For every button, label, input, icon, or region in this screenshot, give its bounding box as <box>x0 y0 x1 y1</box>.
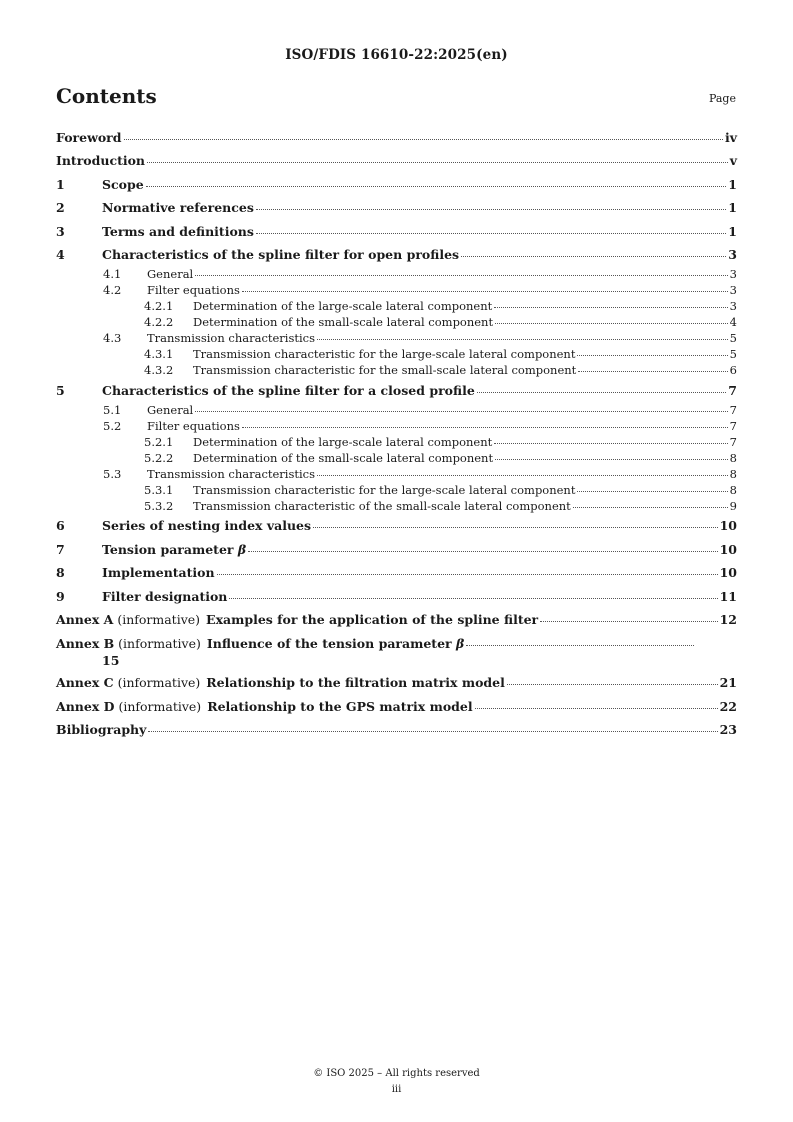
toc-number: 4.3.2 <box>144 363 174 377</box>
toc-number: 6 <box>56 518 65 533</box>
toc-title: Characteristics of the spline filter for a closed profile <box>102 382 475 398</box>
dot-leader <box>578 371 727 372</box>
toc-entry-foreword[interactable] <box>56 130 737 150</box>
toc-page: 22 <box>719 698 737 714</box>
dot-leader <box>256 233 726 234</box>
toc-entry-1[interactable] <box>56 177 737 197</box>
toc-page: 5 <box>729 331 737 345</box>
toc-entry-4-2-2[interactable] <box>56 315 737 331</box>
toc-entry-4-3[interactable] <box>56 331 737 347</box>
toc-page: 5 <box>729 347 737 361</box>
toc-title-text: Influence of the tension parameter <box>206 635 456 651</box>
dot-leader <box>494 307 727 308</box>
annex-letter: Annex C <box>56 675 114 690</box>
annex-letter: Annex B <box>56 635 115 651</box>
toc-entry-5-3-1[interactable] <box>56 483 737 499</box>
toc-number: 5.1 <box>103 402 122 417</box>
toc-page: 3 <box>729 283 737 297</box>
dot-leader <box>573 507 728 508</box>
toc-page: 1 <box>728 176 737 192</box>
page-title: Contents <box>56 84 157 108</box>
dot-leader <box>242 291 728 292</box>
toc-entry-5-2-2[interactable] <box>56 451 737 467</box>
dot-leader <box>195 275 727 276</box>
copyright-notice: © ISO 2025 – All rights reserved <box>313 1068 480 1079</box>
toc-page: iv <box>724 129 737 145</box>
toc-page: 1 <box>728 200 737 215</box>
toc-title: Determination of the large-scale lateral component <box>193 434 493 449</box>
toc-page: 10 <box>719 518 737 533</box>
toc-number: 5.3.2 <box>144 498 174 513</box>
toc-entry-annex-d[interactable] <box>56 699 737 719</box>
annex-letter: Annex D <box>56 698 115 714</box>
toc-entry-8[interactable] <box>56 565 737 585</box>
dot-leader <box>256 209 726 210</box>
toc-title: Examples for the application of the spline filter <box>206 612 539 627</box>
toc-title: Scope <box>102 176 144 192</box>
toc-page: v <box>729 153 737 168</box>
dot-leader <box>147 162 728 163</box>
dot-leader <box>495 459 728 460</box>
toc-entry-4-1[interactable] <box>56 267 737 283</box>
annex-label <box>56 612 200 627</box>
toc-page: 3 <box>729 299 737 313</box>
toc-page: 1 <box>728 223 737 239</box>
annex-kind: (informative) <box>114 698 202 714</box>
toc-entry-5-3-2[interactable] <box>56 499 737 515</box>
toc-entry-4-2-1[interactable] <box>56 299 737 315</box>
dot-leader <box>317 475 728 476</box>
toc-entry-3[interactable] <box>56 224 737 244</box>
table-of-contents <box>56 126 737 742</box>
toc-number: 8 <box>56 565 65 580</box>
toc-page: 23 <box>719 722 737 737</box>
toc-page: 7 <box>729 418 737 433</box>
toc-number: 2 <box>56 200 65 215</box>
toc-page: 3 <box>728 247 737 262</box>
toc-entry-bibliography[interactable] <box>56 722 737 742</box>
toc-number: 5.3.1 <box>144 482 174 497</box>
toc-title-text: Tension parameter <box>102 541 238 557</box>
toc-title: Determination of the large-scale lateral component <box>193 299 493 313</box>
dot-leader <box>242 427 728 428</box>
dot-leader <box>146 186 727 187</box>
dot-leader <box>148 731 717 732</box>
toc-page: 12 <box>719 612 737 627</box>
toc-number: 4 <box>56 247 65 262</box>
dot-leader <box>195 411 727 412</box>
toc-number: 7 <box>56 541 65 557</box>
toc-page: 6 <box>729 363 737 377</box>
toc-number: 4.2.2 <box>144 315 174 329</box>
dot-leader <box>248 551 717 552</box>
toc-title: Foreword <box>56 129 122 145</box>
toc-entry-4[interactable] <box>56 247 737 267</box>
toc-title: Bibliography <box>56 722 147 737</box>
page-footer <box>0 1066 793 1098</box>
dot-leader <box>217 574 718 575</box>
toc-number: 5 <box>56 382 65 398</box>
toc-number: 3 <box>56 223 65 239</box>
toc-number: 9 <box>56 588 65 604</box>
annex-kind: (informative) <box>113 612 201 627</box>
page-number: iii <box>391 1084 402 1095</box>
toc-page: 7 <box>729 402 737 417</box>
dot-leader <box>577 355 727 356</box>
toc-page: 15 <box>102 652 120 668</box>
toc-number: 5.2 <box>103 418 122 433</box>
toc-title: Transmission characteristic for the large-scale lateral component <box>193 347 576 361</box>
toc-entry-5-1[interactable] <box>56 403 737 419</box>
beta-symbol: β <box>455 635 465 651</box>
toc-entry-5-3[interactable] <box>56 467 737 483</box>
toc-page: 8 <box>729 482 737 497</box>
dot-leader <box>540 621 717 622</box>
toc-entry-5[interactable] <box>56 383 737 403</box>
dot-leader <box>461 256 726 257</box>
toc-title <box>102 542 246 557</box>
toc-title: Transmission characteristics <box>147 466 316 481</box>
toc-entry-annex-b[interactable] <box>56 636 737 672</box>
toc-page: 9 <box>729 498 737 513</box>
dot-leader <box>507 684 718 685</box>
dot-leader <box>466 645 694 646</box>
toc-entry-annex-c[interactable] <box>56 675 737 695</box>
toc-number: 4.2.1 <box>144 299 174 313</box>
toc-title: Filter equations <box>147 283 240 297</box>
beta-symbol: β <box>237 541 247 557</box>
toc-entry-5-2-1[interactable] <box>56 435 737 451</box>
toc-title: Determination of the small-scale lateral component <box>193 450 494 465</box>
toc-title: Filter designation <box>102 588 228 604</box>
toc-entry-5-2[interactable] <box>56 419 737 435</box>
toc-page: 3 <box>729 267 737 281</box>
toc-title <box>207 636 464 651</box>
toc-entry-2[interactable] <box>56 200 737 220</box>
dot-leader <box>229 598 717 599</box>
toc-number: 5.2.2 <box>144 450 174 465</box>
document-id-header: ISO/FDIS 16610-22:2025(en) <box>285 47 508 63</box>
annex-kind: (informative) <box>113 675 201 690</box>
toc-number: 4.3 <box>103 331 122 345</box>
toc-entry-4-2[interactable] <box>56 283 737 299</box>
toc-title: Transmission characteristic of the small-scale lateral component <box>193 498 571 513</box>
toc-entry-6[interactable] <box>56 518 737 538</box>
toc-page: 8 <box>729 466 737 481</box>
toc-title: Transmission characteristic for the large-scale lateral component <box>193 482 576 497</box>
toc-title: Characteristics of the spline filter for open profiles <box>102 247 460 262</box>
toc-title: General <box>147 267 194 281</box>
dot-leader <box>477 392 727 393</box>
toc-entry-annex-a[interactable] <box>56 612 737 632</box>
toc-page: 11 <box>719 588 737 604</box>
toc-page: 21 <box>719 675 737 690</box>
toc-page: 7 <box>728 382 737 398</box>
dot-leader <box>494 443 727 444</box>
annex-label <box>56 699 201 714</box>
toc-entry-4-3-1[interactable] <box>56 347 737 363</box>
toc-number: 5.2.1 <box>144 434 174 449</box>
toc-page: 10 <box>719 541 737 557</box>
toc-title: Terms and definitions <box>102 223 254 239</box>
toc-entry-7[interactable] <box>56 542 737 562</box>
toc-page: 7 <box>729 434 737 449</box>
toc-title: Series of nesting index values <box>102 518 312 533</box>
toc-number: 4.3.1 <box>144 347 174 361</box>
toc-entry-9[interactable] <box>56 589 737 609</box>
dot-leader <box>313 527 718 528</box>
toc-page: 4 <box>729 315 737 329</box>
dot-leader <box>317 339 728 340</box>
annex-kind: (informative) <box>114 635 201 651</box>
toc-title: Implementation <box>102 565 215 580</box>
annex-label <box>56 675 200 690</box>
toc-page: 10 <box>719 565 737 580</box>
toc-entry-introduction[interactable] <box>56 153 737 173</box>
toc-number: 4.1 <box>103 267 122 281</box>
toc-title: Transmission characteristics <box>147 331 316 345</box>
page-column-label: Page <box>708 92 736 105</box>
toc-number: 5.3 <box>103 466 122 481</box>
dot-leader <box>475 708 718 709</box>
toc-title: Relationship to the GPS matrix model <box>207 698 473 714</box>
toc-title: General <box>147 402 194 417</box>
toc-number: 1 <box>56 176 65 192</box>
dot-leader <box>495 323 728 324</box>
dot-leader <box>577 491 727 492</box>
toc-title: Normative references <box>102 200 254 215</box>
annex-letter: Annex A <box>56 612 114 627</box>
toc-title: Transmission characteristic for the small-scale lateral component <box>193 363 577 377</box>
toc-title: Filter equations <box>147 418 240 433</box>
dot-leader <box>124 139 723 140</box>
toc-title: Determination of the small-scale lateral component <box>193 315 494 329</box>
annex-label <box>56 636 201 651</box>
toc-title: Relationship to the filtration matrix model <box>206 675 505 690</box>
toc-title: Introduction <box>56 153 146 168</box>
toc-entry-4-3-2[interactable] <box>56 363 737 379</box>
annex-b-line <box>56 636 696 651</box>
toc-page: 8 <box>729 450 737 465</box>
toc-number: 4.2 <box>103 283 122 297</box>
